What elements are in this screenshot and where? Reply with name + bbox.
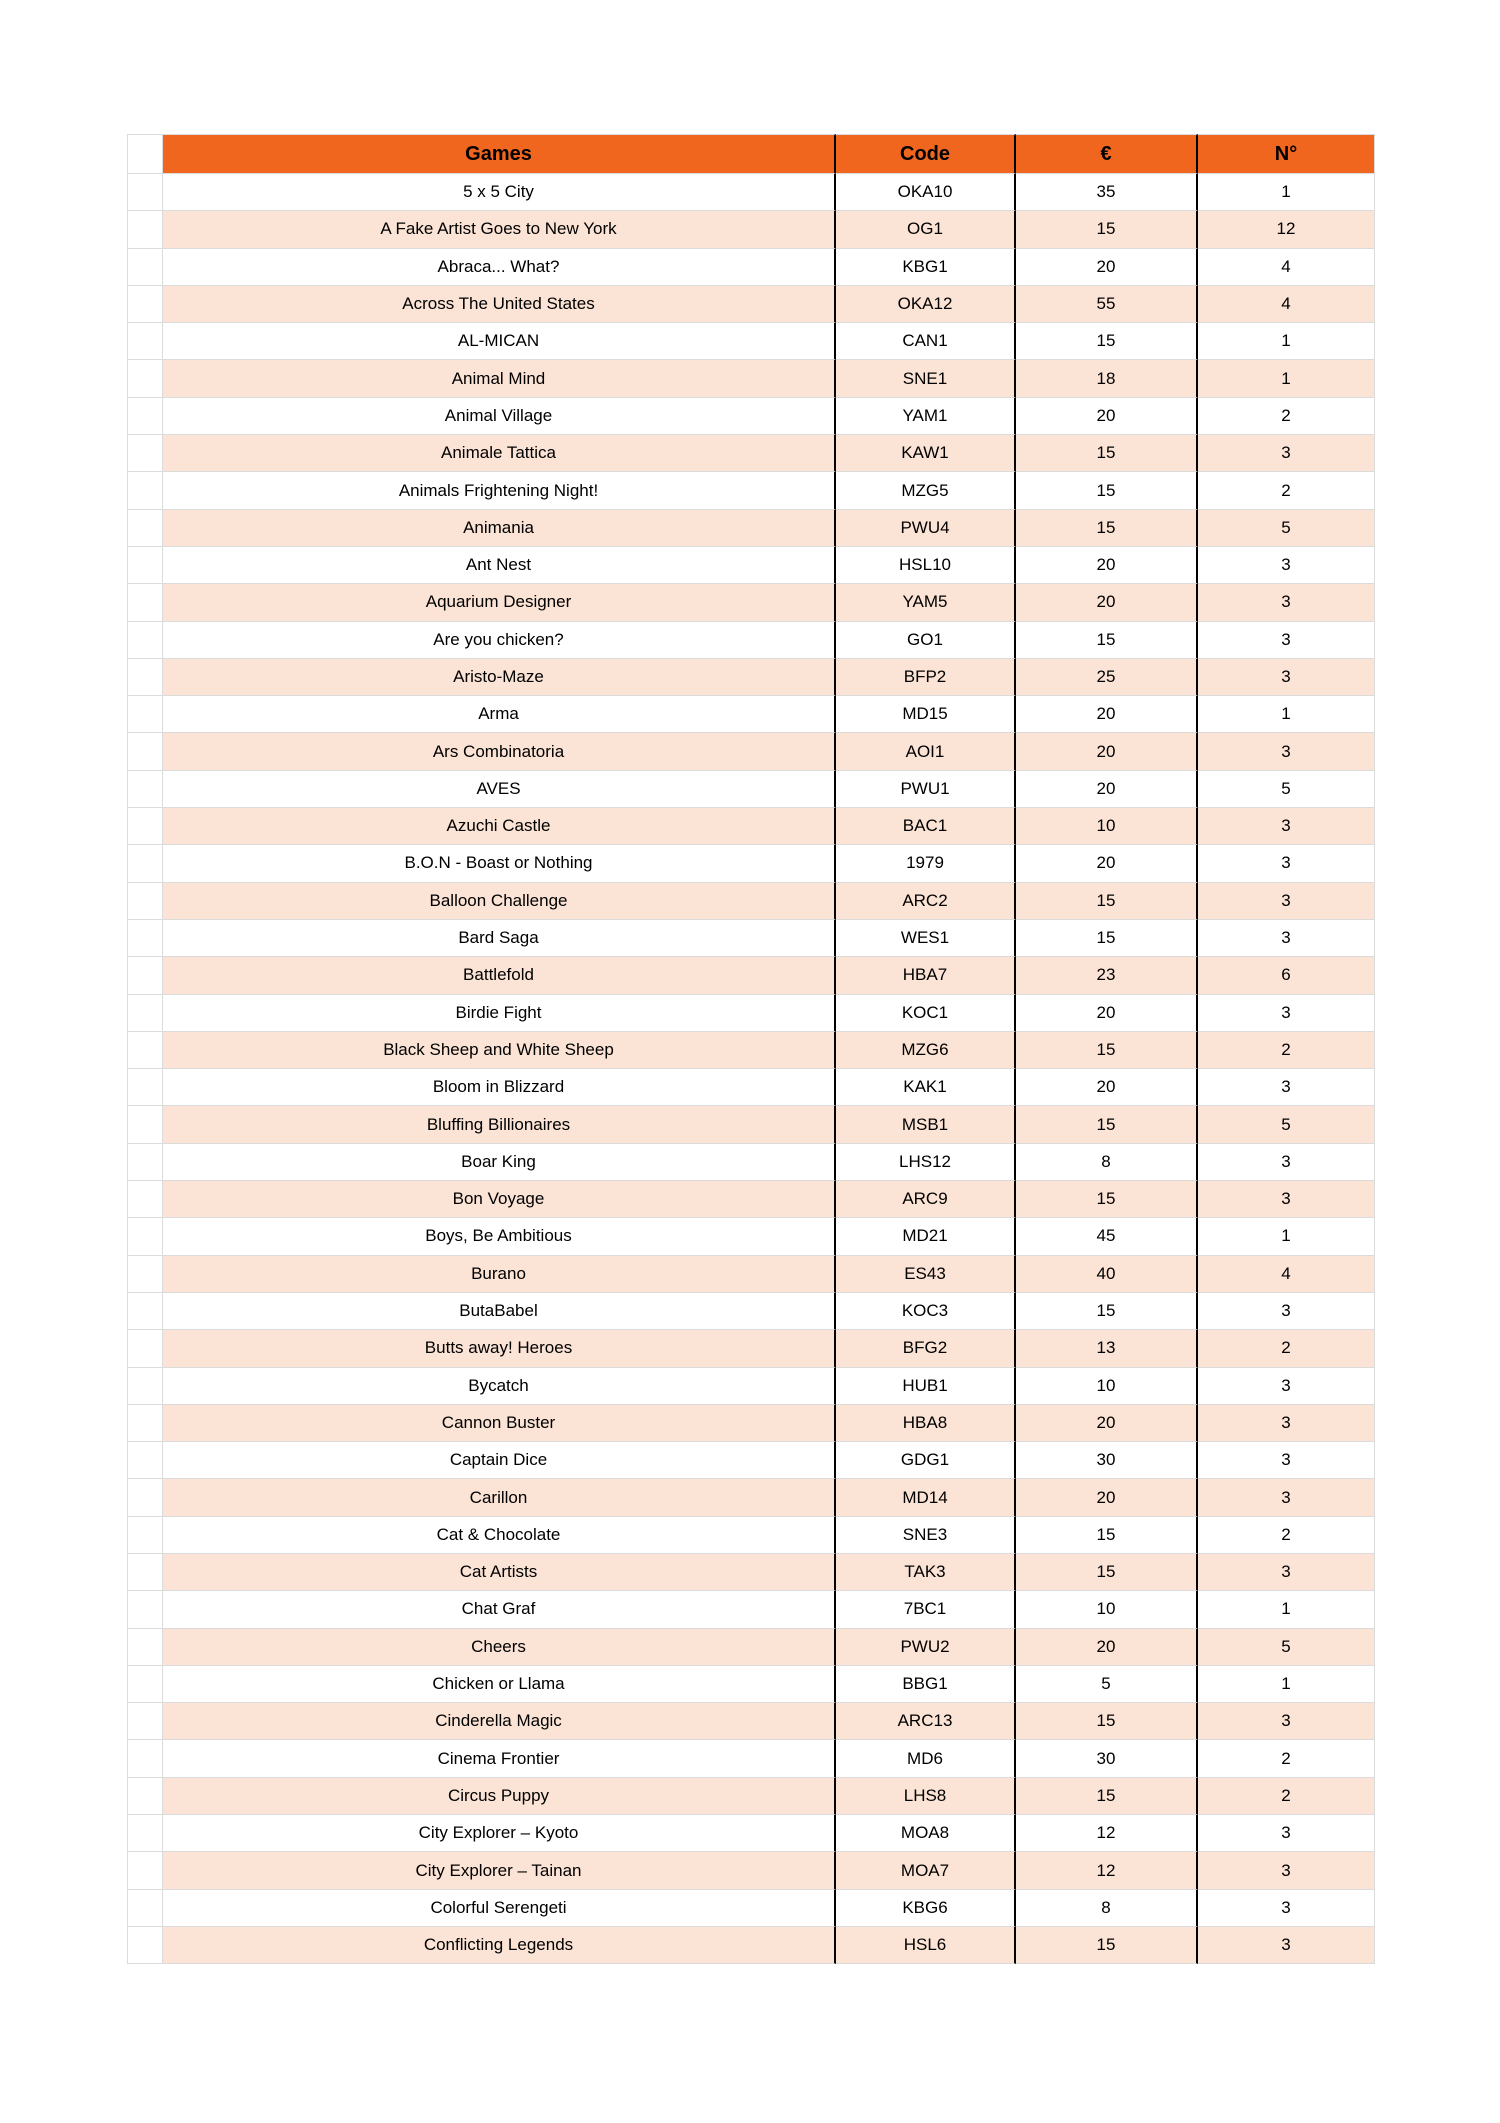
game-name-cell: Aristo-Maze — [163, 659, 836, 696]
game-price-cell: 15 — [1016, 472, 1198, 509]
game-price-cell: 20 — [1016, 696, 1198, 733]
game-qty-cell: 1 — [1198, 696, 1375, 733]
game-price-cell: 20 — [1016, 845, 1198, 882]
row-gutter-cell — [127, 584, 163, 621]
table-row — [127, 435, 1375, 472]
row-gutter-cell — [127, 1591, 163, 1628]
game-name-cell: B.O.N - Boast or Nothing — [163, 845, 836, 882]
row-gutter-cell — [127, 995, 163, 1032]
game-qty-cell: 3 — [1198, 1479, 1375, 1516]
game-name-cell: Conflicting Legends — [163, 1927, 836, 1964]
table-row — [127, 771, 1375, 808]
game-code-cell: KAW1 — [836, 435, 1016, 472]
game-code-cell: MD15 — [836, 696, 1016, 733]
game-price-cell: 15 — [1016, 211, 1198, 248]
table-row — [127, 1181, 1375, 1218]
game-code-cell: HBA8 — [836, 1405, 1016, 1442]
table-row — [127, 1852, 1375, 1889]
game-price-cell: 18 — [1016, 360, 1198, 397]
table-row — [127, 1218, 1375, 1255]
table-row — [127, 808, 1375, 845]
game-qty-cell: 3 — [1198, 733, 1375, 770]
row-gutter-cell — [127, 1069, 163, 1106]
game-name-cell: Boys, Be Ambitious — [163, 1218, 836, 1255]
table-row — [127, 1554, 1375, 1591]
game-code-cell: TAK3 — [836, 1554, 1016, 1591]
game-qty-cell: 3 — [1198, 1554, 1375, 1591]
game-price-cell: 55 — [1016, 286, 1198, 323]
table-row — [127, 211, 1375, 248]
table-row — [127, 733, 1375, 770]
table-row — [127, 1666, 1375, 1703]
game-code-cell: ARC13 — [836, 1703, 1016, 1740]
game-code-cell: KBG6 — [836, 1890, 1016, 1927]
game-code-cell: OKA10 — [836, 174, 1016, 211]
column-header-price: € — [1016, 134, 1198, 174]
game-code-cell: MD6 — [836, 1740, 1016, 1777]
table-row — [127, 1778, 1375, 1815]
game-name-cell: Cheers — [163, 1629, 836, 1666]
row-gutter-cell — [127, 1032, 163, 1069]
game-price-cell: 20 — [1016, 1479, 1198, 1516]
table-row — [127, 1368, 1375, 1405]
game-price-cell: 15 — [1016, 1517, 1198, 1554]
game-name-cell: Ars Combinatoria — [163, 733, 836, 770]
game-name-cell: Cinderella Magic — [163, 1703, 836, 1740]
game-name-cell: Cinema Frontier — [163, 1740, 836, 1777]
row-gutter-cell — [127, 733, 163, 770]
game-name-cell: Circus Puppy — [163, 1778, 836, 1815]
game-qty-cell: 3 — [1198, 1069, 1375, 1106]
table-row — [127, 1740, 1375, 1777]
game-code-cell: SNE1 — [836, 360, 1016, 397]
game-qty-cell: 6 — [1198, 957, 1375, 994]
game-price-cell: 15 — [1016, 883, 1198, 920]
game-name-cell: A Fake Artist Goes to New York — [163, 211, 836, 248]
row-gutter-cell — [127, 286, 163, 323]
game-code-cell: LHS8 — [836, 1778, 1016, 1815]
game-qty-cell: 2 — [1198, 1517, 1375, 1554]
row-gutter-cell — [127, 1629, 163, 1666]
table-row — [127, 696, 1375, 733]
table-row — [127, 1405, 1375, 1442]
game-qty-cell: 3 — [1198, 920, 1375, 957]
game-code-cell: LHS12 — [836, 1144, 1016, 1181]
game-name-cell: Burano — [163, 1256, 836, 1293]
row-gutter-cell — [127, 771, 163, 808]
game-name-cell: Battlefold — [163, 957, 836, 994]
game-price-cell: 35 — [1016, 174, 1198, 211]
row-gutter-cell — [127, 957, 163, 994]
game-qty-cell: 3 — [1198, 1442, 1375, 1479]
game-name-cell: Aquarium Designer — [163, 584, 836, 621]
game-name-cell: City Explorer – Tainan — [163, 1852, 836, 1889]
game-name-cell: AL-MICAN — [163, 323, 836, 360]
game-qty-cell: 2 — [1198, 1740, 1375, 1777]
game-name-cell: Animal Mind — [163, 360, 836, 397]
game-name-cell: Chicken or Llama — [163, 1666, 836, 1703]
game-price-cell: 20 — [1016, 584, 1198, 621]
game-qty-cell: 3 — [1198, 547, 1375, 584]
game-code-cell: HSL6 — [836, 1927, 1016, 1964]
game-name-cell: Animale Tattica — [163, 435, 836, 472]
game-code-cell: 1979 — [836, 845, 1016, 882]
table-row — [127, 920, 1375, 957]
game-code-cell: OKA12 — [836, 286, 1016, 323]
game-code-cell: YAM5 — [836, 584, 1016, 621]
row-gutter-cell — [127, 1740, 163, 1777]
game-price-cell: 15 — [1016, 435, 1198, 472]
game-name-cell: Are you chicken? — [163, 622, 836, 659]
table-row — [127, 1293, 1375, 1330]
game-qty-cell: 4 — [1198, 1256, 1375, 1293]
game-code-cell: HBA7 — [836, 957, 1016, 994]
game-price-cell: 10 — [1016, 1591, 1198, 1628]
row-gutter-cell — [127, 622, 163, 659]
row-gutter-cell — [127, 1778, 163, 1815]
table-row — [127, 1106, 1375, 1143]
row-gutter-cell — [127, 1368, 163, 1405]
game-qty-cell: 3 — [1198, 622, 1375, 659]
game-code-cell: SNE3 — [836, 1517, 1016, 1554]
table-row — [127, 957, 1375, 994]
game-code-cell: MSB1 — [836, 1106, 1016, 1143]
row-gutter-cell — [127, 1144, 163, 1181]
game-price-cell: 13 — [1016, 1330, 1198, 1367]
column-header-code: Code — [836, 134, 1016, 174]
column-header-games: Games — [163, 134, 836, 174]
game-price-cell: 8 — [1016, 1890, 1198, 1927]
game-price-cell: 30 — [1016, 1442, 1198, 1479]
game-qty-cell: 5 — [1198, 510, 1375, 547]
row-gutter-cell — [127, 1890, 163, 1927]
row-gutter-cell — [127, 398, 163, 435]
game-qty-cell: 3 — [1198, 1852, 1375, 1889]
game-qty-cell: 3 — [1198, 808, 1375, 845]
game-qty-cell: 3 — [1198, 1293, 1375, 1330]
table-row — [127, 1479, 1375, 1516]
row-gutter-cell — [127, 1256, 163, 1293]
table-row — [127, 1591, 1375, 1628]
game-price-cell: 15 — [1016, 1293, 1198, 1330]
table-row — [127, 174, 1375, 211]
table-row — [127, 1927, 1375, 1964]
table-row — [127, 398, 1375, 435]
game-qty-cell: 2 — [1198, 398, 1375, 435]
game-code-cell: MD14 — [836, 1479, 1016, 1516]
game-price-cell: 40 — [1016, 1256, 1198, 1293]
game-name-cell: City Explorer – Kyoto — [163, 1815, 836, 1852]
game-name-cell: Colorful Serengeti — [163, 1890, 836, 1927]
table-row — [127, 360, 1375, 397]
game-name-cell: AVES — [163, 771, 836, 808]
row-gutter-cell — [127, 808, 163, 845]
game-code-cell: MD21 — [836, 1218, 1016, 1255]
game-name-cell: Abraca... What? — [163, 249, 836, 286]
game-qty-cell: 2 — [1198, 472, 1375, 509]
game-name-cell: Bon Voyage — [163, 1181, 836, 1218]
game-qty-cell: 3 — [1198, 1890, 1375, 1927]
table-row — [127, 1144, 1375, 1181]
game-name-cell: Animal Village — [163, 398, 836, 435]
game-qty-cell: 3 — [1198, 584, 1375, 621]
game-name-cell: Butts away! Heroes — [163, 1330, 836, 1367]
table-row — [127, 1517, 1375, 1554]
game-name-cell: ButaBabel — [163, 1293, 836, 1330]
game-qty-cell: 3 — [1198, 845, 1375, 882]
table-row — [127, 1330, 1375, 1367]
table-row — [127, 1703, 1375, 1740]
game-code-cell: PWU2 — [836, 1629, 1016, 1666]
game-code-cell: BFG2 — [836, 1330, 1016, 1367]
row-gutter-cell — [127, 249, 163, 286]
game-code-cell: HUB1 — [836, 1368, 1016, 1405]
table-row — [127, 1032, 1375, 1069]
game-code-cell: OG1 — [836, 211, 1016, 248]
game-qty-cell: 3 — [1198, 1815, 1375, 1852]
games-price-table — [127, 134, 1375, 1964]
game-price-cell: 45 — [1016, 1218, 1198, 1255]
game-price-cell: 15 — [1016, 622, 1198, 659]
game-code-cell: MZG5 — [836, 472, 1016, 509]
table-row — [127, 547, 1375, 584]
game-code-cell: PWU4 — [836, 510, 1016, 547]
game-name-cell: Bycatch — [163, 1368, 836, 1405]
row-gutter-cell — [127, 1181, 163, 1218]
game-name-cell: Birdie Fight — [163, 995, 836, 1032]
game-price-cell: 20 — [1016, 995, 1198, 1032]
game-qty-cell: 5 — [1198, 1629, 1375, 1666]
game-price-cell: 12 — [1016, 1815, 1198, 1852]
game-price-cell: 10 — [1016, 1368, 1198, 1405]
game-qty-cell: 3 — [1198, 1405, 1375, 1442]
game-qty-cell: 3 — [1198, 1703, 1375, 1740]
table-row — [127, 249, 1375, 286]
row-gutter-cell — [127, 1666, 163, 1703]
game-code-cell: GDG1 — [836, 1442, 1016, 1479]
game-price-cell: 15 — [1016, 1181, 1198, 1218]
game-qty-cell: 3 — [1198, 1181, 1375, 1218]
game-qty-cell: 3 — [1198, 1368, 1375, 1405]
game-qty-cell: 1 — [1198, 1591, 1375, 1628]
game-name-cell: Bard Saga — [163, 920, 836, 957]
row-gutter-cell — [127, 1218, 163, 1255]
row-gutter-cell — [127, 1405, 163, 1442]
game-price-cell: 15 — [1016, 1927, 1198, 1964]
game-price-cell: 15 — [1016, 323, 1198, 360]
game-code-cell: ARC9 — [836, 1181, 1016, 1218]
row-gutter-cell — [127, 1927, 163, 1964]
row-gutter-cell — [127, 1703, 163, 1740]
game-price-cell: 20 — [1016, 733, 1198, 770]
table-row — [127, 510, 1375, 547]
game-qty-cell: 2 — [1198, 1032, 1375, 1069]
game-price-cell: 15 — [1016, 1778, 1198, 1815]
row-gutter-cell — [127, 1479, 163, 1516]
game-name-cell: Azuchi Castle — [163, 808, 836, 845]
table-row — [127, 472, 1375, 509]
game-qty-cell: 1 — [1198, 1218, 1375, 1255]
game-name-cell: Ant Nest — [163, 547, 836, 584]
row-gutter-cell — [127, 134, 163, 174]
game-price-cell: 20 — [1016, 1405, 1198, 1442]
game-code-cell: MZG6 — [836, 1032, 1016, 1069]
game-price-cell: 20 — [1016, 249, 1198, 286]
game-code-cell: KOC1 — [836, 995, 1016, 1032]
game-qty-cell: 5 — [1198, 771, 1375, 808]
game-price-cell: 15 — [1016, 1106, 1198, 1143]
table-row — [127, 659, 1375, 696]
game-name-cell: Boar King — [163, 1144, 836, 1181]
game-price-cell: 20 — [1016, 398, 1198, 435]
game-name-cell: Arma — [163, 696, 836, 733]
row-gutter-cell — [127, 883, 163, 920]
game-qty-cell: 4 — [1198, 286, 1375, 323]
game-name-cell: Balloon Challenge — [163, 883, 836, 920]
row-gutter-cell — [127, 920, 163, 957]
game-code-cell: AOI1 — [836, 733, 1016, 770]
row-gutter-cell — [127, 1330, 163, 1367]
game-qty-cell: 3 — [1198, 883, 1375, 920]
game-qty-cell: 3 — [1198, 435, 1375, 472]
game-price-cell: 20 — [1016, 771, 1198, 808]
game-code-cell: BAC1 — [836, 808, 1016, 845]
game-code-cell: BBG1 — [836, 1666, 1016, 1703]
row-gutter-cell — [127, 1554, 163, 1591]
game-code-cell: WES1 — [836, 920, 1016, 957]
game-qty-cell: 2 — [1198, 1330, 1375, 1367]
game-name-cell: Animania — [163, 510, 836, 547]
game-price-cell: 23 — [1016, 957, 1198, 994]
table-row — [127, 1069, 1375, 1106]
game-price-cell: 15 — [1016, 1703, 1198, 1740]
game-qty-cell: 3 — [1198, 1144, 1375, 1181]
table-body — [127, 174, 1375, 1964]
table-row — [127, 323, 1375, 360]
game-price-cell: 5 — [1016, 1666, 1198, 1703]
game-price-cell: 30 — [1016, 1740, 1198, 1777]
game-code-cell: ES43 — [836, 1256, 1016, 1293]
table-row — [127, 1256, 1375, 1293]
row-gutter-cell — [127, 472, 163, 509]
row-gutter-cell — [127, 323, 163, 360]
game-name-cell: Chat Graf — [163, 1591, 836, 1628]
row-gutter-cell — [127, 696, 163, 733]
game-price-cell: 8 — [1016, 1144, 1198, 1181]
game-code-cell: MOA8 — [836, 1815, 1016, 1852]
row-gutter-cell — [127, 1815, 163, 1852]
row-gutter-cell — [127, 659, 163, 696]
row-gutter-cell — [127, 211, 163, 248]
game-price-cell: 15 — [1016, 510, 1198, 547]
game-price-cell: 20 — [1016, 1069, 1198, 1106]
game-name-cell: Bloom in Blizzard — [163, 1069, 836, 1106]
game-price-cell: 15 — [1016, 920, 1198, 957]
game-qty-cell: 3 — [1198, 995, 1375, 1032]
game-name-cell: Animals Frightening Night! — [163, 472, 836, 509]
game-qty-cell: 1 — [1198, 174, 1375, 211]
game-price-cell: 25 — [1016, 659, 1198, 696]
table-row — [127, 584, 1375, 621]
column-header-qty: N° — [1198, 134, 1375, 174]
game-price-cell: 12 — [1016, 1852, 1198, 1889]
game-price-cell: 20 — [1016, 547, 1198, 584]
row-gutter-cell — [127, 1442, 163, 1479]
row-gutter-cell — [127, 174, 163, 211]
game-code-cell: YAM1 — [836, 398, 1016, 435]
game-qty-cell: 1 — [1198, 323, 1375, 360]
game-code-cell: CAN1 — [836, 323, 1016, 360]
table-row — [127, 622, 1375, 659]
table-row — [127, 845, 1375, 882]
game-qty-cell: 1 — [1198, 1666, 1375, 1703]
game-qty-cell: 3 — [1198, 659, 1375, 696]
game-code-cell: ARC2 — [836, 883, 1016, 920]
game-code-cell: GO1 — [836, 622, 1016, 659]
game-code-cell: KAK1 — [836, 1069, 1016, 1106]
game-name-cell: Captain Dice — [163, 1442, 836, 1479]
game-qty-cell: 12 — [1198, 211, 1375, 248]
table-row — [127, 1442, 1375, 1479]
row-gutter-cell — [127, 1293, 163, 1330]
game-price-cell: 15 — [1016, 1032, 1198, 1069]
game-name-cell: Cannon Buster — [163, 1405, 836, 1442]
row-gutter-cell — [127, 547, 163, 584]
game-name-cell: Bluffing Billionaires — [163, 1106, 836, 1143]
game-code-cell: MOA7 — [836, 1852, 1016, 1889]
table-row — [127, 286, 1375, 323]
game-name-cell: 5 x 5 City — [163, 174, 836, 211]
table-row — [127, 995, 1375, 1032]
game-code-cell: PWU1 — [836, 771, 1016, 808]
row-gutter-cell — [127, 1517, 163, 1554]
table-row — [127, 1815, 1375, 1852]
game-name-cell: Across The United States — [163, 286, 836, 323]
game-qty-cell: 1 — [1198, 360, 1375, 397]
game-name-cell: Cat & Chocolate — [163, 1517, 836, 1554]
table-row — [127, 1890, 1375, 1927]
game-name-cell: Black Sheep and White Sheep — [163, 1032, 836, 1069]
game-code-cell: KOC3 — [836, 1293, 1016, 1330]
game-code-cell: HSL10 — [836, 547, 1016, 584]
game-code-cell: KBG1 — [836, 249, 1016, 286]
game-code-cell: BFP2 — [836, 659, 1016, 696]
row-gutter-cell — [127, 360, 163, 397]
game-price-cell: 10 — [1016, 808, 1198, 845]
game-qty-cell: 4 — [1198, 249, 1375, 286]
game-price-cell: 15 — [1016, 1554, 1198, 1591]
game-price-cell: 20 — [1016, 1629, 1198, 1666]
row-gutter-cell — [127, 510, 163, 547]
row-gutter-cell — [127, 1106, 163, 1143]
table-row — [127, 1629, 1375, 1666]
game-name-cell: Cat Artists — [163, 1554, 836, 1591]
row-gutter-cell — [127, 1852, 163, 1889]
table-row — [127, 883, 1375, 920]
game-qty-cell: 3 — [1198, 1927, 1375, 1964]
row-gutter-cell — [127, 845, 163, 882]
game-code-cell: 7BC1 — [836, 1591, 1016, 1628]
row-gutter-cell — [127, 435, 163, 472]
game-name-cell: Carillon — [163, 1479, 836, 1516]
game-qty-cell: 2 — [1198, 1778, 1375, 1815]
game-qty-cell: 5 — [1198, 1106, 1375, 1143]
table-header-row — [127, 134, 1375, 174]
